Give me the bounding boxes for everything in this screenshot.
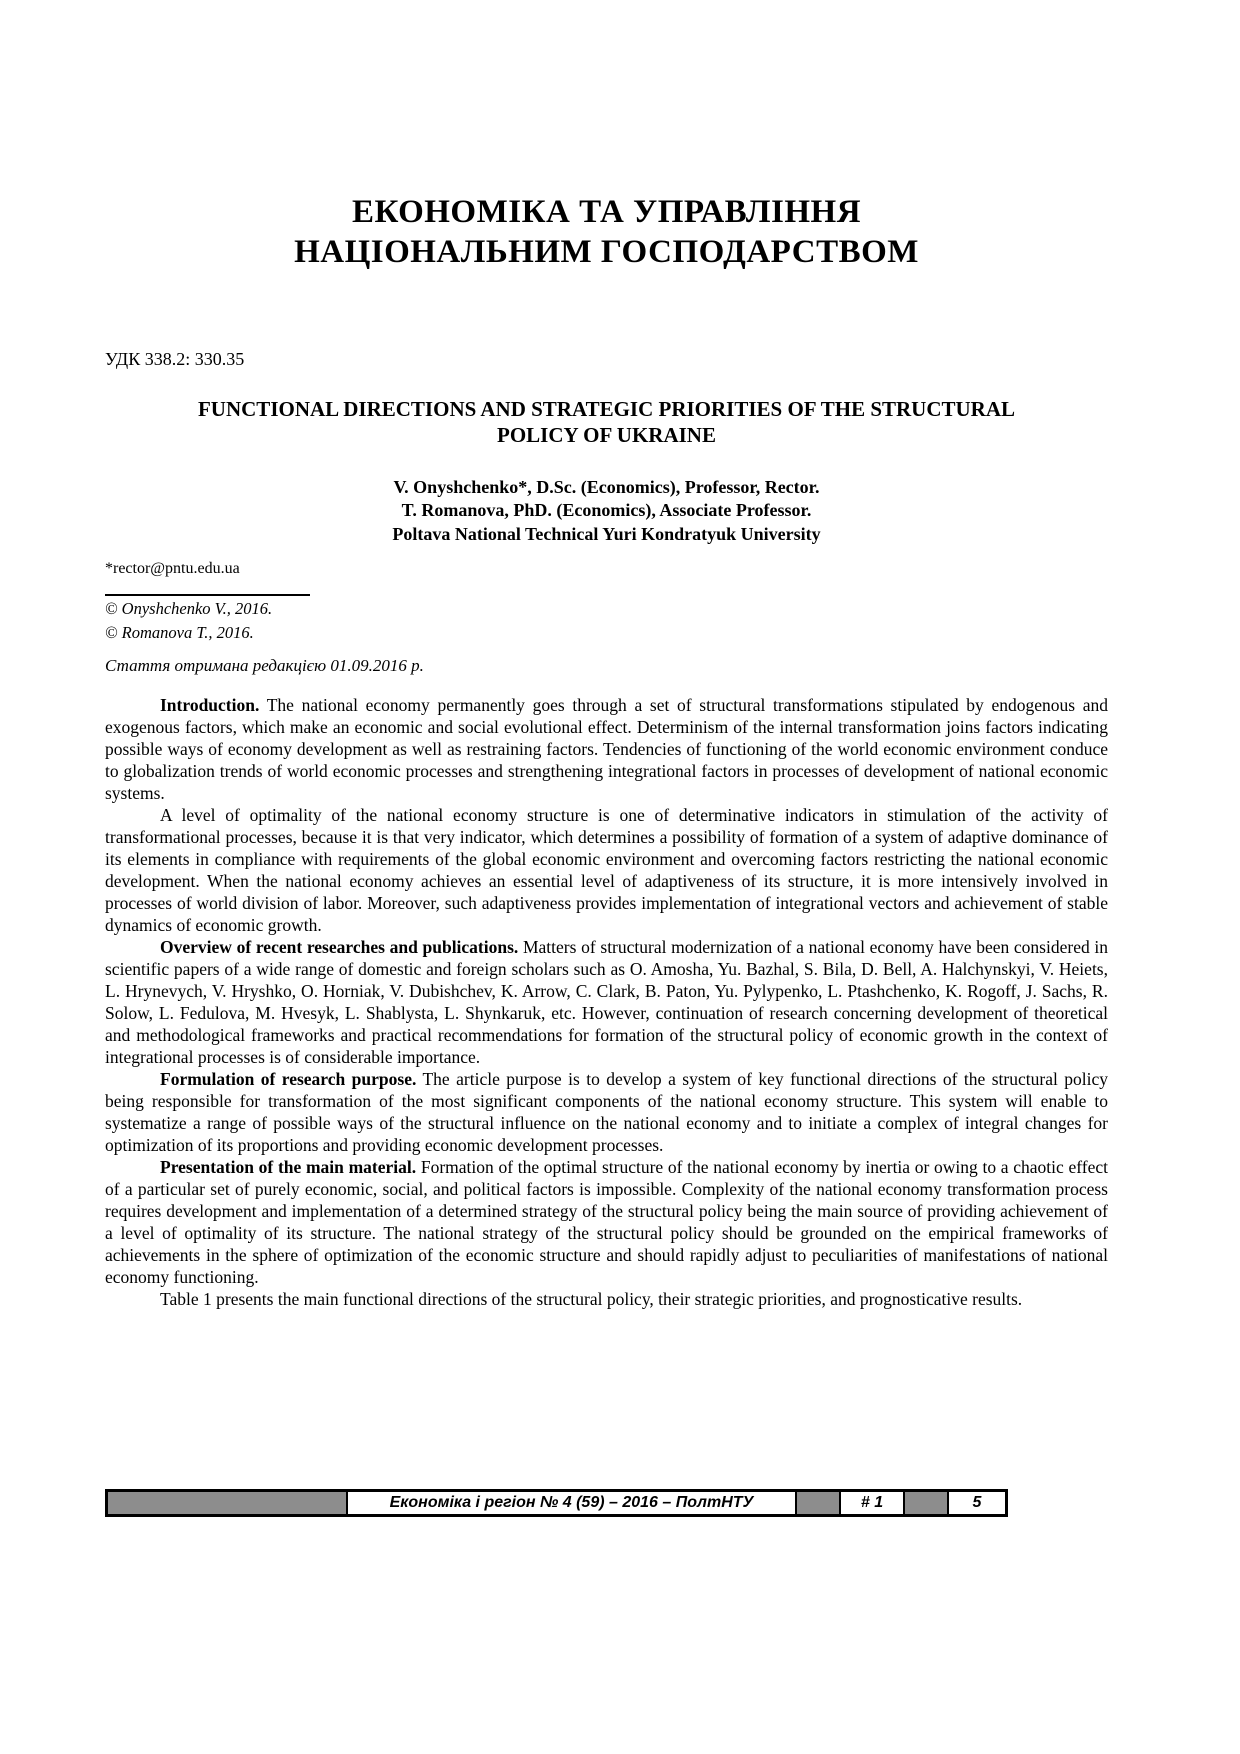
authors-block bbox=[105, 476, 1108, 546]
paragraph-lead: Overview of recent researches and publications. bbox=[160, 937, 519, 958]
paragraph-text: The national economy permanently goes through a set of structural transformations stipulated by endogenous and exogenous factors, which make an economic and social evolutional effect. Determinism of the internal transformation joins factors indicating possible ways of economy development as well as restraining factors. Tendencies of functioning of the world economic environment conduce to globalization trends of world economic processes and strengthening integrational factors in processes of development of national economic systems. bbox=[105, 695, 1108, 804]
received-date: Стаття отримана редакцією 01.09.2016 р. bbox=[105, 656, 424, 676]
paragraph-introduction bbox=[105, 694, 1108, 804]
paragraph-lead: Formulation of research purpose. bbox=[160, 1069, 417, 1090]
author-line-1: V. Onyshchenko*, D.Sc. (Economics), Professor, Rector. bbox=[393, 477, 820, 497]
copyright-line-1: © Onyshchenko V., 2016. bbox=[105, 599, 273, 619]
paragraph-lead: Introduction. bbox=[160, 695, 260, 716]
paragraph-table-note bbox=[105, 1288, 1108, 1310]
paragraph-purpose bbox=[105, 1068, 1108, 1156]
paragraph-text: Formation of the optimal structure of the national economy by inertia or owing to a chaotic effect of a particular set of purely economic, social, and political factors is impossible. Complexity of the national economy transformation process requires development and implementation of a determined strategy of the structural policy being the main source of providing achievement of a level of optimality of its structure. The national strategy of the structural policy should be grounded on the empirical frameworks of achievements in the sphere of optimization of the economic structure and should rapidly adjust to peculiarities of manifestations of national economy functioning. bbox=[105, 1157, 1108, 1288]
article-title: FUNCTIONAL DIRECTIONS AND STRATEGIC PRIORITIES OF THE STRUCTURAL POLICY OF UKRAINE bbox=[197, 396, 1016, 447]
footer-issue-number: # 1 bbox=[839, 1492, 903, 1514]
footer-gray-block-mid-1 bbox=[795, 1492, 839, 1514]
footer-page-number: 5 bbox=[947, 1492, 1005, 1514]
udc-code: УДК 338.2: 330.35 bbox=[105, 348, 245, 369]
author-line-2: T. Romanova, PhD. (Economics), Associate Professor. bbox=[401, 500, 812, 521]
section-title: ЕКОНОМІКА ТА УПРАВЛІННЯ НАЦІОНАЛЬНИМ ГОСПОДАРСТВОМ bbox=[294, 194, 919, 271]
paragraph-overview bbox=[105, 936, 1108, 1068]
paragraph-lead: Presentation of the main material. bbox=[160, 1157, 417, 1178]
paragraph-text: Table 1 presents the main functional directions of the structural policy, their strategic priorities, and prognosticative results. bbox=[160, 1289, 1023, 1310]
paragraph-text: Matters of structural modernization of a national economy have been considered in scientific papers of a wide range of domestic and foreign scholars such as O. Amosha, Yu. Bazhal, S. Bila, D. Bell, A. Halchynskyi, V. Heiets, L. Hrynevych, V. Hryshko, O. Horniak, V. Dubishchev, K. Arrow, C. Clark, B. Paton, Yu. Pylypenko, L. Ptashchenko, K. Rogoff, J. Sachs, R. Solow, L. Fedulova, M. Hvesyk, L. Shablysta, L. Shynkaruk, etc. However, continuation of research concerning development of theoretical and methodological frameworks and practical recommendations for formation of the structural policy of economic growth in the context of integrational processes is of considerable importance. bbox=[105, 937, 1109, 1068]
article-body bbox=[105, 694, 1108, 1310]
footnote-rule bbox=[105, 594, 310, 596]
paragraph-main-material bbox=[105, 1156, 1108, 1288]
paragraph-text: A level of optimality of the national economy structure is one of determinative indicators in stimulation of the activity of transformational processes, because it is that very indicator, which determines a possibility of formation of a system of adaptive dominance of its elements in compliance with requirements of the global economic environment and overcoming factors restricting the national economic development. When the national economy achieves an essential level of adaptiveness of its structure, it is more intensively involved in processes of world division of labor. Moreover, such adaptiveness provides implementation of integrational vectors and achievement of stable dynamics of economic growth. bbox=[105, 805, 1108, 936]
copyright-line-2: © Romanova T., 2016. bbox=[105, 623, 254, 643]
page-footer bbox=[105, 1489, 1008, 1517]
footer-journal-title: Економіка і регіон № 4 (59) – 2016 – ПолтНТУ bbox=[346, 1492, 795, 1514]
footer-gray-block-mid-2 bbox=[903, 1492, 947, 1514]
footer-gray-block-left bbox=[108, 1492, 346, 1514]
affiliation: Poltava National Technical Yuri Kondratyuk University bbox=[392, 523, 821, 544]
paragraph-optimality bbox=[105, 804, 1108, 936]
paragraph-text: The article purpose is to develop a system of key functional directions of the structural policy being responsible for transformation of the most significant components of the national economy structure. This system will enable to systematize a range of possible ways of the structural influence on the national economy and to initiate a complex of integral changes for optimization of its proportions and providing economic development processes. bbox=[105, 1069, 1108, 1156]
author-email: *rector@pntu.edu.ua bbox=[105, 560, 240, 578]
